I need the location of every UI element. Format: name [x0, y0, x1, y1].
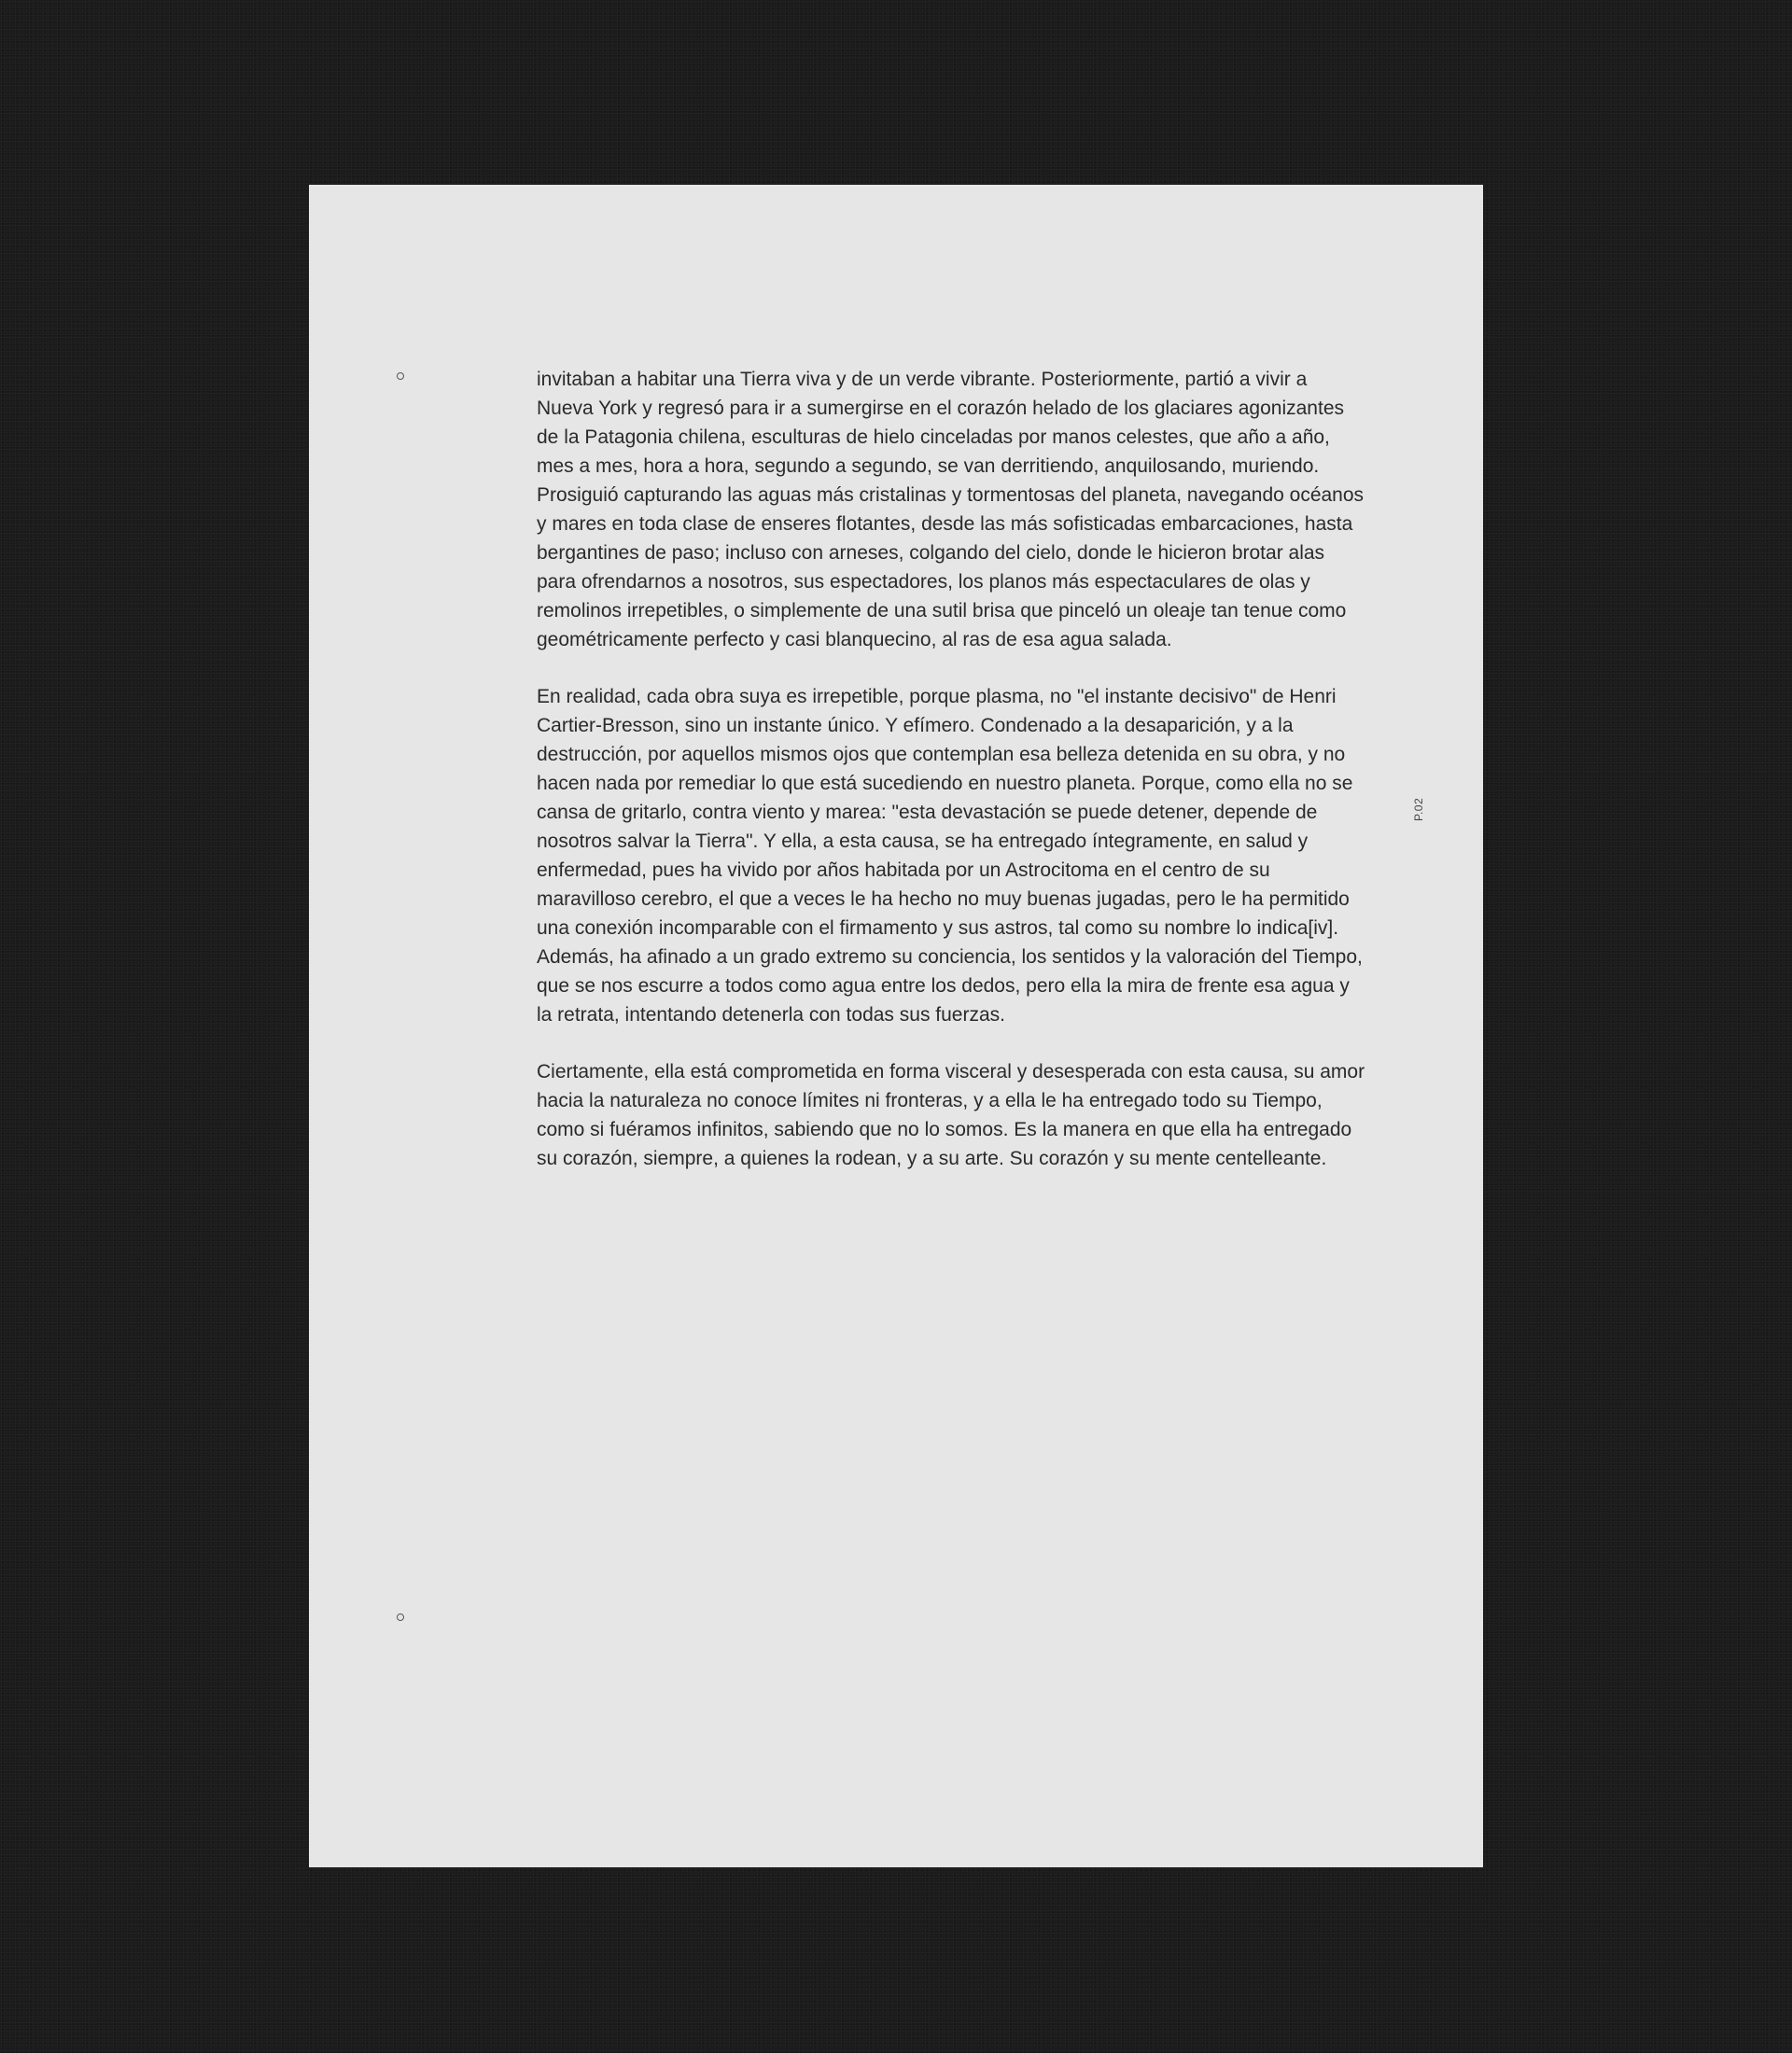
document-page [309, 185, 1483, 1867]
paragraph-2: En realidad, cada obra suya es irrepetible, porque plasma, no "el instante decisivo" de Henri Cartier-Bresson, sino un instante único. Y efímero. Condenado a la desaparición, y a la destrucción, por aquellos mismos ojos que contemplan esa belleza detenida en su obra, y no hacen nada por remediar lo que está sucediendo en nuestro planeta. Porque, como ella no se cansa de gritarlo, contra viento y marea: "esta devastación se puede detener, depende de nosotros salvar la Tierra". Y ella, a esta causa, se ha entregado íntegramente, en salud y enfermedad, pues ha vivido por años habitada por un Astrocitoma en el centro de su maravilloso cerebro, el que a veces le ha hecho no muy buenas jugadas, pero le ha permitido una conexión incomparable con el firmamento y sus astros, tal como su nombre lo indica[iv]. Además, ha afinado a un grado extremo su conciencia, los sentidos y la valoración del Tiempo, que se nos escurre a todos como agua entre los dedos, pero ella la mira de frente esa agua y la retrata, intentando detenerla con todas sus fuerzas. [537, 686, 1363, 1026]
paragraph-1: invitaban a habitar una Tierra viva y de un verde vibrante. Posteriormente, partió a vivir a Nueva York y regresó para ir a sumergirse en el corazón helado de los glaciares agonizantes de la Patagonia chilena, esculturas de hielo cinceladas por manos celestes, que año a año, mes a mes, hora a hora, segundo a segundo, se van derritiendo, anquilosando, muriendo. Prosiguió capturando las aguas más cristalinas y tormentosas del planeta, navegando océanos y mares en toda clase de enseres flotantes, desde las más sofisticadas embarcaciones, hasta bergantines de paso; incluso con arneses, colgando del cielo, donde le hicieron brotar alas para ofrendarnos a nosotros, sus espectadores, los planos más espectaculares de olas y remolinos irrepetibles, o simplemente de una sutil brisa que pinceló un oleaje tan tenue como geométricamente perfecto y casi blanquecino, al ras de esa agua salada. [537, 369, 1365, 650]
paragraph-3: Ciertamente, ella está comprometida en forma visceral y desesperada con esta causa, su amor hacia la naturaleza no conoce límites ni fronteras, y a ella le ha entregado todo su Tiempo, como si fuéramos infinitos, sabiendo que no lo somos. Es la manera en que ella ha entregado su corazón, siempre, a quienes la rodean, y a su arte. Su corazón y su mente centelleante. [537, 1061, 1365, 1169]
body-text [537, 365, 1367, 1201]
binder-hole-top [397, 372, 404, 380]
binder-hole-bottom [397, 1613, 404, 1621]
page-number: P.02 [1412, 797, 1425, 821]
